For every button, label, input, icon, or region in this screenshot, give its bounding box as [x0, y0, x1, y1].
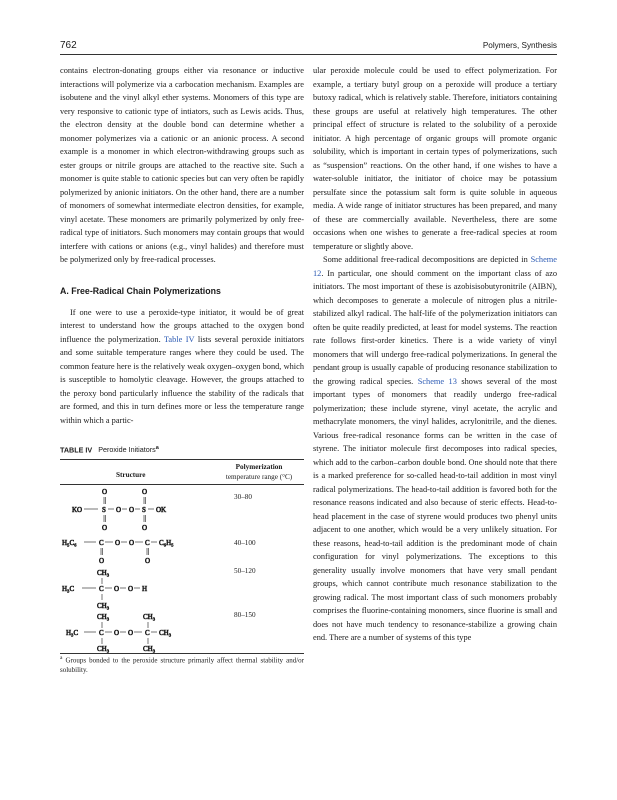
- table-footnote: $^a$ Groups bonded to the peroxide structure primarily affect thermal stability and/or solubility.: [60, 655, 304, 675]
- svg-text:CH₃: CH₃: [97, 602, 110, 611]
- right-paragraph-2: Some additional free-radical decompositions are depicted in Scheme 12. In particular, one should comment on the important class of azo initiators. The most important of these is azobisisobutyronitrile (AIBN), which decomposes to generate a molecule of nitrogen plus a nitrile-stabilized alkyl radical. The half-life of the polymerization initiators can often be quite readily predicted, at least for model systems. The reaction rate follows first-order kinetics. There is a wide variety of vinyl monomers that will undergo free-radical polymerizations. In general the pendant group is usually capable of producing resonance stabilization to the growing radical species. Scheme 13 shows several of the most important types of monomers that readily undergo free-radical polymerization; these include styrene, vinyl acetate, the acrylic and methacrylate monomers, the vinyl halides, acrylonitrile, and the dienes. Various free-radical resonance forms can be written in the case of styrene. The initiator molecule first decomposes into radical species, which add to the carbon–carbon double bond. One should note that there is a marked preference for so-called head-to-tail addition in most vinyl radical polymerizations. The head-to-tail addition is favored both for the resonance reasons indicated and also because of steric effects. Head-to-head placement in the case of styrene would produces two phenyl units adjacent to one another, which would be a very unlikely situation. For these reasons, head-to-tail addition is the predominant mode of chain configuration for vinyl polymerizations. The exceptions to this generality usually involve monomers that have very small pendant groups, which cannot contribute much resonance stabilization to the growing radical. The most important class of such monomers probably comprises the fluorine-containing monomers, since fluorine is small and does not have much tendency to resonance-stabilize a growing chain end. There are a number of systems of this type: [313, 255, 558, 642]
- svg-text:O: O: [128, 585, 134, 594]
- svg-text:O: O: [129, 539, 135, 548]
- svg-text:O: O: [116, 506, 122, 515]
- table-row: [60, 533, 304, 567]
- temperature-range: 30–80: [234, 493, 252, 502]
- section-heading: A. Free-Radical Chain Polymerizations: [60, 285, 221, 296]
- svg-text:C: C: [99, 585, 104, 594]
- table-header: [60, 460, 304, 484]
- table-row: [60, 611, 304, 653]
- temperature-range: 40–100: [234, 539, 256, 548]
- table-iv-link[interactable]: Table IV: [163, 334, 195, 344]
- svg-text:H₃C: H₃C: [66, 629, 79, 638]
- right-paragraph-1: ular peroxide molecule could be used to effect polymerization. For example, a tertiary butyl group on a peroxide will produce a tertiary butoxy radical, which is relatively stable. Therefore, initiators containing these groups are useful at relatively high temperatures. The other principal effect of structure is related to the solubility of a peroxide initiator. A high percentage of organic groups will promote organic solubility, which is important in certain types of polymerizations, such as “suspension” reactions. On the other hand, if one wishes to have a water-soluble initiator, the initiator of choice may be potassium persulfate since the potassium salt form is quite soluble in aqueous media. A wide range of initiator structures has been prepared, and many of these are commercially available. Nevertheless, there are some occasions when one wishes to generate a free-radical species at room temperature or slightly above.: [313, 66, 557, 251]
- svg-text:C: C: [145, 539, 150, 548]
- temperature-range: 80–150: [234, 611, 256, 620]
- svg-text:O: O: [129, 506, 135, 515]
- table-row: [60, 485, 304, 533]
- svg-text:O: O: [142, 488, 148, 497]
- right-column: [313, 64, 557, 645]
- svg-text:O: O: [115, 539, 121, 548]
- svg-text:C: C: [99, 629, 104, 638]
- svg-text:O: O: [102, 524, 108, 533]
- svg-text:H₃C: H₃C: [62, 585, 75, 594]
- svg-text:S: S: [142, 506, 146, 515]
- svg-text:O: O: [142, 524, 148, 533]
- svg-text:H₅C₆: H₅C₆: [62, 539, 77, 548]
- svg-text:O: O: [114, 585, 120, 594]
- svg-text:KO: KO: [72, 506, 83, 515]
- left-paragraph-2: If one were to use a peroxide-type initiator, it would be of great interest to understand how the groups attached to the oxygen bond influence the polymerization. Table IV lists several peroxide initiators and some suitable temperature ranges where they could be used. The common feature here is the relatively weak oxygen–oxygen bond, which is susceptible to homolytic cleavage. However, the groups attached to the peroxy bond particularly influence the stability of the radicals that are formed, and this in turn defines more or less the temperature range within which a partic-: [60, 307, 304, 425]
- svg-text:CH₃: CH₃: [143, 645, 156, 654]
- svg-text:CH₃: CH₃: [97, 613, 110, 622]
- left-column: [60, 64, 304, 676]
- svg-text:S: S: [102, 506, 106, 515]
- svg-text:O: O: [99, 557, 105, 566]
- table-caption: TABLE IV Peroxide Initiators$^a$: [60, 445, 159, 455]
- svg-text:CH₃: CH₃: [97, 645, 110, 654]
- svg-text:O: O: [145, 557, 151, 566]
- svg-text:CH₃: CH₃: [143, 613, 156, 622]
- structure-persulfate: [60, 485, 220, 533]
- running-title: Polymers, Synthesis: [482, 41, 557, 50]
- structure-tbutyl-hydroperoxide: [60, 567, 220, 611]
- structure-benzoyl-peroxide: [60, 533, 220, 567]
- table-label: TABLE IV: [60, 445, 93, 455]
- scheme-13-link[interactable]: Scheme 13: [417, 376, 457, 386]
- svg-text:CH₃: CH₃: [159, 629, 172, 638]
- svg-text:OK: OK: [156, 506, 167, 515]
- header-rule: [60, 54, 557, 55]
- svg-text:O: O: [102, 488, 108, 497]
- structure-di-tbutyl-peroxide: [60, 611, 220, 653]
- svg-text:C: C: [99, 539, 104, 548]
- scheme-12-link[interactable]: Scheme 12: [313, 255, 557, 278]
- svg-text:O: O: [114, 629, 120, 638]
- svg-text:O: O: [128, 629, 134, 638]
- left-paragraph-1: contains electron-donating groups either via resonance or inductive interactions will polymerize via a carbocation mechanism. Examples are isobutene and the vinyl alkyl ether systems. Monomers of this type are very responsive to cationic type of intiators, such as Lewis acids. Thus, the electron density at the double bond can determine whether a monomer polymerizes via a cationic or an anionic process. A second example is a monomer in which electron-withdrawing groups such as ester groups or nitrile groups are attached to the reactive site. Such a monomer is quite stable to cationic species but can very often be rapidly polymerized by anionic initiators. On the other hand, there are a number of monomers of somewhat intermediate electron densities, for example, vinyl acetate. These monomers are primarily polymerized by only free-radical type of initiators. Such monomers may contain groups that would interfere with cations or anions (e.g., vinyl halides) and therefore must be polymerized only by free-radical processes.: [60, 66, 304, 264]
- svg-text:CH₃: CH₃: [97, 569, 110, 578]
- page-header: [60, 40, 557, 52]
- temperature-range: 50–120: [234, 567, 256, 576]
- svg-text:H: H: [142, 585, 148, 594]
- table-row: [60, 567, 304, 611]
- col-temperature: Polymerization temperature range (°C): [225, 463, 293, 482]
- page-number: 762: [60, 40, 77, 51]
- table-title: Peroxide Initiators: [98, 445, 156, 455]
- col-structure: Structure: [116, 471, 146, 480]
- svg-text:C: C: [145, 629, 150, 638]
- svg-text:C₆H₅: C₆H₅: [159, 539, 174, 548]
